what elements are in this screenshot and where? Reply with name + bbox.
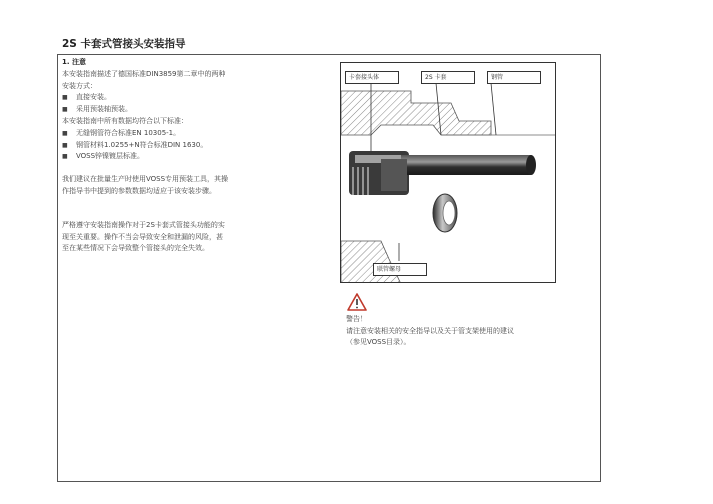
warning-triangle-icon (347, 293, 367, 311)
nut-collar (381, 159, 407, 191)
tube (401, 155, 534, 175)
list-item (62, 104, 302, 116)
list-item (62, 151, 302, 163)
fitting-illustration (340, 62, 556, 283)
warning-line-1: 请注意安装相关的安全指导以及关于管支架使用的建议 (346, 326, 514, 335)
recommend-line-1: 我们建议在批量生产时使用VOSS专用预装工具，其操 (62, 175, 229, 184)
bullet-square-icon: ■ (62, 141, 68, 149)
bullet-square-icon: ■ (62, 129, 68, 137)
list-item (62, 128, 302, 140)
standards-intro: 本安装指南中所有数据均符合以下标准： (62, 116, 188, 125)
caution-line-3: 至在某些情况下会导致整个管接头的完全失效。 (62, 244, 209, 253)
caution-line-2: 现至关重要。操作不当会导致安全和泄漏的风险，甚 (62, 232, 223, 241)
recommend-line-2: 作指导书中提到的参数数据均适应于该安装步骤。 (62, 186, 216, 195)
page-title: 2S 卡套式管接头安装指导 (62, 38, 186, 50)
bullet-square-icon: ■ (62, 106, 68, 114)
warning-title: 警告！ (346, 315, 367, 323)
label-ring: 2S 卡套 (421, 71, 475, 84)
standard-2: 钢管材料1.0255+N符合标准DIN 1630。 (76, 140, 208, 149)
method-1: 直接安装。 (76, 93, 111, 102)
body-section-lower (341, 241, 401, 283)
list-item (62, 92, 302, 104)
standard-3: VOSS锌镍镀层标准。 (76, 152, 145, 161)
section-heading: 1. 注意 (62, 58, 86, 66)
label-nut: 联管螺母 (373, 263, 427, 276)
warning-line-2: （参见VOSS目录）。 (346, 338, 411, 346)
intro-line-2: 安装方式： (62, 81, 97, 90)
standard-1: 无缝钢管符合标准EN 10305-1。 (76, 128, 181, 137)
method-2: 采用预装轴预装。 (76, 105, 132, 114)
intro-line-1: 本安装指南描述了德国标准DIN3859第二章中的两种 (62, 69, 226, 78)
label-tube: 钢管 (487, 71, 541, 84)
bullet-square-icon: ■ (62, 94, 68, 102)
notes-column (62, 57, 302, 255)
list-item (62, 140, 302, 152)
body-section (341, 91, 491, 135)
caution-line-1: 严格遵守安装指南操作对于2S卡套式管接头功能的实 (62, 220, 225, 229)
label-body: 卡套接头体 (345, 71, 399, 84)
bullet-square-icon: ■ (62, 153, 68, 161)
warning-block (346, 314, 586, 349)
fitting-drawing (341, 63, 556, 283)
